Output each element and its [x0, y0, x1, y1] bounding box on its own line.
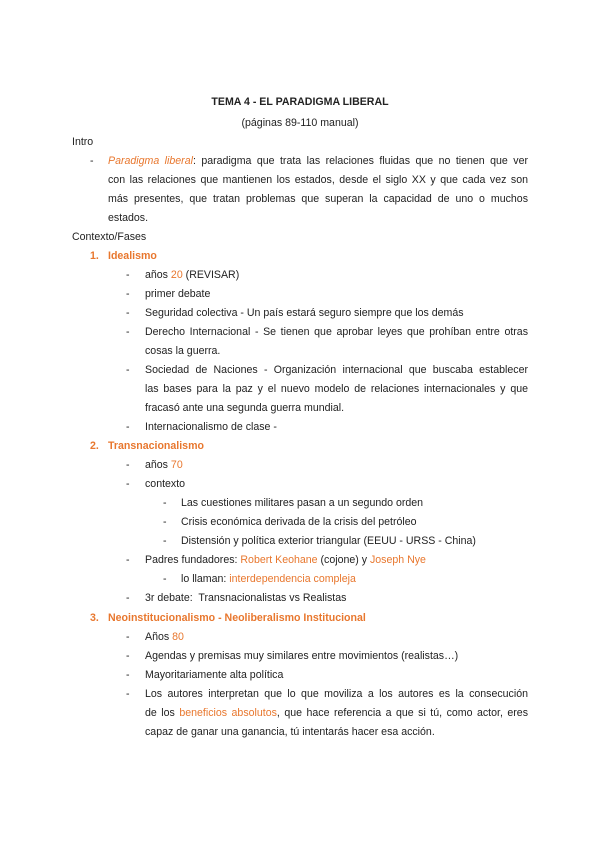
- document-title: TEMA 4 - EL PARADIGMA LIBERAL: [211, 96, 389, 108]
- s2-bullet-2: contexto: [145, 478, 186, 490]
- intro-heading: Intro: [72, 136, 94, 148]
- s2-bullet-1-highlight: 70: [170, 459, 183, 471]
- s3-bullet-4-dash: -: [126, 688, 130, 700]
- s1-bullet-1: [145, 269, 239, 281]
- s3-bullet-4-highlight: beneficios absolutos: [179, 707, 277, 719]
- s2-subbullet-2: Crisis económica derivada de la crisis del petróleo: [181, 516, 417, 528]
- s1-bullet-1-pre: años: [145, 269, 171, 281]
- s1-bullet-5-line-2: las bases para la paz y el nuevo modelo de relaciones internacionales y que: [145, 383, 528, 395]
- section-3-title: Neoinstitucionalismo - Neoliberalismo Institucional: [108, 612, 366, 624]
- intro-line-2: con las relaciones que mantienen los estados, desde el siglo XX y que cada vez son: [108, 174, 528, 186]
- intro-line-4: estados.: [108, 212, 149, 224]
- s2-bullet-3-highlight-2: Joseph Nye: [369, 554, 426, 566]
- s2-bullet-1-pre: años: [145, 459, 171, 471]
- section-2-number: 2.: [90, 440, 99, 452]
- section-3-number: 3.: [90, 612, 99, 624]
- s3-bullet-4-line-1: Los autores interpretan que lo que moviliza a los autores es la consecución: [145, 688, 528, 700]
- s2-subbullet-4-highlight: interdependencia compleja: [229, 573, 356, 585]
- s1-bullet-2-dash: -: [126, 288, 130, 300]
- s3-bullet-3-dash: -: [126, 669, 130, 681]
- s1-bullet-3-dash: -: [126, 307, 130, 319]
- intro-dash: -: [90, 155, 94, 167]
- s2-subbullet-3-dash: -: [163, 535, 167, 547]
- s3-bullet-4-line-2: [145, 707, 528, 719]
- s1-bullet-6-dash: -: [126, 421, 130, 433]
- s2-bullet-4: 3r debate: Transnacionalistas vs Realistas: [145, 592, 347, 604]
- s2-bullet-3-highlight-1: Robert Keohane: [240, 554, 318, 566]
- s3-bullet-2: Agendas y premisas muy similares entre movimientos (realistas…): [145, 650, 459, 662]
- s3-bullet-1-pre: Años: [145, 631, 173, 643]
- s1-bullet-4-line-2: cosas la guerra.: [145, 345, 221, 357]
- s2-subbullet-4-dash: -: [163, 573, 167, 585]
- context-heading: Contexto/Fases: [72, 231, 147, 243]
- intro-line-1-text: : paradigma que trata las relaciones fluidas que no tienen que ver: [192, 155, 528, 167]
- s3-bullet-1-dash: -: [126, 631, 130, 643]
- s2-subbullet-4-pre: lo llaman:: [181, 573, 230, 585]
- s2-bullet-3-pre: Padres fundadores:: [145, 554, 241, 566]
- section-1-title: Idealismo: [108, 250, 157, 262]
- s3-bullet-3: Mayoritariamente alta política: [145, 669, 284, 681]
- intro-line-1: [108, 155, 528, 167]
- intro-term: Paradigma liberal: [108, 155, 193, 167]
- s2-bullet-3: [145, 554, 426, 566]
- s3-bullet-1-highlight: 80: [172, 631, 184, 643]
- s1-bullet-1-post: (REVISAR): [182, 269, 240, 281]
- s2-subbullet-3: Distensión y política exterior triangular (EEUU - URSS - China): [181, 535, 476, 547]
- s2-bullet-3-mid: (cojone) y: [317, 554, 370, 566]
- s2-bullet-4-dash: -: [126, 592, 130, 604]
- s1-bullet-1-dash: -: [126, 269, 130, 281]
- s2-bullet-1-dash: -: [126, 459, 130, 471]
- s2-subbullet-2-dash: -: [163, 516, 167, 528]
- s1-bullet-5-line-3: fracasó ante una segunda guerra mundial.: [145, 402, 345, 414]
- s1-bullet-5-dash: -: [126, 364, 130, 376]
- intro-line-3: más presentes, que tratan problemas que superan la capacidad de uno o muchos: [108, 193, 528, 205]
- section-2-title: Transnacionalismo: [108, 440, 204, 452]
- s2-bullet-1: [145, 459, 183, 471]
- s1-bullet-1-highlight: 20: [170, 269, 183, 281]
- document-subtitle: (páginas 89-110 manual): [241, 117, 359, 129]
- s1-bullet-3: Seguridad colectiva - Un país estará seguro siempre que los demás: [145, 307, 464, 319]
- s1-bullet-2: primer debate: [145, 288, 211, 300]
- s3-bullet-2-dash: -: [126, 650, 130, 662]
- s1-bullet-6: Internacionalismo de clase -: [145, 421, 277, 433]
- s1-bullet-5-line-1: Sociedad de Naciones - Organización internacional que buscaba establecer: [145, 364, 528, 376]
- s3-bullet-4-line-3: capaz de ganar una ganancia, tú intentarás hacer esa acción.: [145, 726, 435, 738]
- section-1-number: 1.: [90, 250, 99, 262]
- s3-bullet-1: [145, 631, 184, 643]
- s2-subbullet-1-dash: -: [163, 497, 167, 509]
- s1-bullet-4-dash: -: [126, 326, 130, 338]
- s2-subbullet-4: [181, 573, 356, 585]
- s3-bullet-4-line-2-post: , que hace referencia a que si tú, como actor, eres: [276, 707, 528, 719]
- s3-bullet-4-line-2-pre: de los: [145, 707, 180, 719]
- s2-subbullet-1: Las cuestiones militares pasan a un segundo orden: [181, 497, 424, 509]
- s2-bullet-3-dash: -: [126, 554, 130, 566]
- s2-bullet-2-dash: -: [126, 478, 130, 490]
- s1-bullet-4-line-1: Derecho Internacional - Se tienen que aprobar leyes que prohíban entre otras: [145, 326, 528, 338]
